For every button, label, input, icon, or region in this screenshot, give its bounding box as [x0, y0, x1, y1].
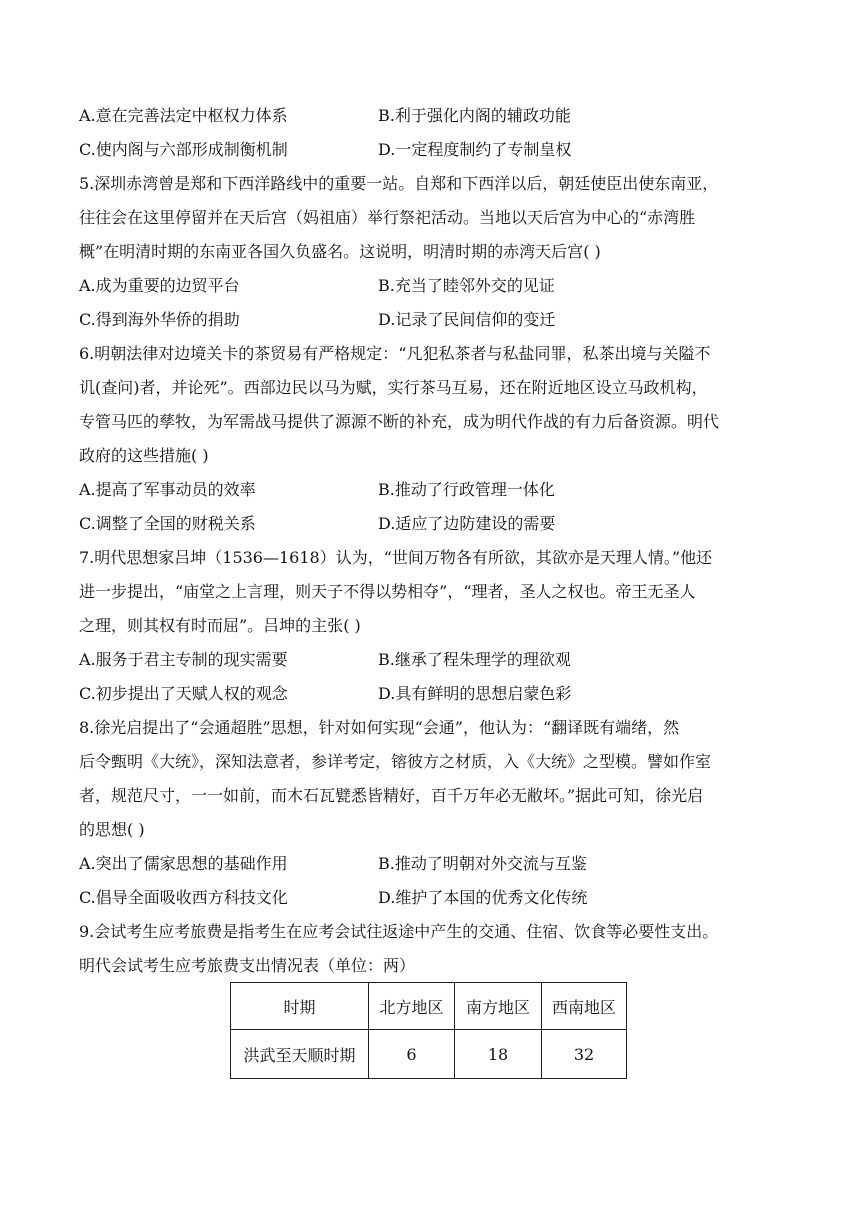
table-cell: 18 [455, 1030, 542, 1079]
q5-option-a: A.成为重要的边贸平台 [79, 276, 240, 295]
q4-option-c: C.使内阁与六部形成制衡机制 [79, 140, 288, 159]
q5-option-d: D.记录了民间信仰的变迁 [378, 310, 556, 329]
q9-stem-line-1: 9.会试考生应考旅费是指考生在应考会试往返途中产生的交通、住宿、饮食等必要性支出。 [79, 922, 719, 941]
table-header-row [231, 983, 627, 1030]
q8-stem-text: 的思想 [79, 820, 128, 839]
q6-option-c: C.调整了全国的财税关系 [79, 514, 256, 533]
q8-stem-line-2: 后令甄明《大统》，深知法意者，参详考定，镕彼方之材质，入《大统》之型模。譬如作室 [79, 752, 712, 771]
q5-option-c: C.得到海外华侨的捐助 [79, 310, 240, 329]
table-header-cell: 时期 [231, 983, 369, 1030]
q8-answer-paren: ( ) [127, 820, 145, 839]
table-cell: 32 [542, 1030, 627, 1079]
table-row [231, 1030, 627, 1079]
q6-option-d: D.适应了边防建设的需要 [378, 514, 556, 533]
q7-answer-paren: ( ) [343, 616, 361, 635]
q5-answer-paren: ( ) [583, 242, 601, 261]
q6-stem-line-2: 讥(查问)者，并论死”。西部边民以马为赋，实行茶马互易，还在附近地区设立马政机构， [79, 378, 708, 397]
table-header-cell: 北方地区 [369, 983, 455, 1030]
q7-option-c: C.初步提出了天赋人权的观念 [79, 684, 288, 703]
q7-stem-line-3 [79, 614, 361, 638]
q6-stem-line-4 [79, 444, 209, 468]
q6-stem-text: 政府的这些措施 [79, 446, 192, 465]
q6-answer-paren: ( ) [191, 446, 209, 465]
q5-stem-line-2: 往往会在这里停留并在天后宫（妈祖庙）举行祭祀活动。当地以天后宫为中心的“赤湾胜 [79, 208, 696, 227]
q7-option-b: B.继承了程朱理学的理欲观 [378, 650, 571, 669]
q6-option-b: B.推动了行政管理一体化 [378, 480, 555, 499]
q9-table-caption: 明代会试考生应考旅费支出情况表（单位：两） [79, 956, 416, 975]
table-header-cell: 南方地区 [455, 983, 542, 1030]
travel-cost-table [230, 982, 627, 1079]
q8-option-a: A.突出了儒家思想的基础作用 [79, 854, 288, 873]
q5-stem-text: 概”在明清时期的东南亚各国久负盛名。这说明，明清时期的赤湾天后宫 [79, 242, 584, 261]
q7-option-a: A.服务于君主专制的现实需要 [79, 650, 288, 669]
q6-option-a: A.提高了军事动员的效率 [79, 480, 256, 499]
q8-option-b: B.推动了明朝对外交流与互鉴 [378, 854, 587, 873]
q7-stem-line-2: 进一步提出，“庙堂之上言理，则天子不得以势相夺”，“理者，圣人之权也。帝王无圣人 [79, 582, 696, 601]
q8-stem-line-3: 者，规范尺寸，一一如前，而木石瓦甓悉皆精好，百千万年必无敝坏。”据此可知，徐光启 [79, 786, 704, 805]
q7-stem-text: 之理，则其权有时而屈”。吕坤的主张 [79, 616, 344, 635]
q5-stem-line-1: 5.深圳赤湾曾是郑和下西洋路线中的重要一站。自郑和下西洋以后，朝廷使臣出使东南亚， [79, 174, 719, 193]
q6-stem-line-1: 6.明朝法律对边境关卡的茶贸易有严格规定：“凡犯私茶者与私盐同罪，私茶出境与关隘不 [79, 344, 711, 363]
q7-stem-line-1: 7.明代思想家吕坤（1536—1618）认为，“世间万物各有所欲，其欲亦是天理人情。”他还 [79, 548, 713, 567]
q8-stem-line-4 [79, 818, 145, 842]
q6-stem-line-3: 专管马匹的孳牧，为军需战马提供了源源不断的补充，成为明代作战的有力后备资源。明代 [79, 412, 720, 431]
q8-option-c: C.倡导全面吸收西方科技文化 [79, 888, 288, 907]
q5-stem-line-3 [79, 240, 601, 264]
table-cell: 洪武至天顺时期 [231, 1030, 369, 1079]
q5-option-b: B.充当了睦邻外交的见证 [378, 276, 555, 295]
q8-stem-line-1: 8.徐光启提出了“会通超胜”思想，针对如何实现“会通”，他认为：“翻译既有端绪，然 [79, 718, 680, 737]
table-cell: 6 [369, 1030, 455, 1079]
q7-option-d: D.具有鲜明的思想启蒙色彩 [378, 684, 572, 703]
q4-option-b: B.利于强化内阁的辅政功能 [378, 106, 571, 125]
q8-option-d: D.维护了本国的优秀文化传统 [378, 888, 588, 907]
table-header-cell: 西南地区 [542, 983, 627, 1030]
q4-option-d: D.一定程度制约了专制皇权 [378, 140, 572, 159]
q4-option-a: A.意在完善法定中枢权力体系 [79, 106, 288, 125]
